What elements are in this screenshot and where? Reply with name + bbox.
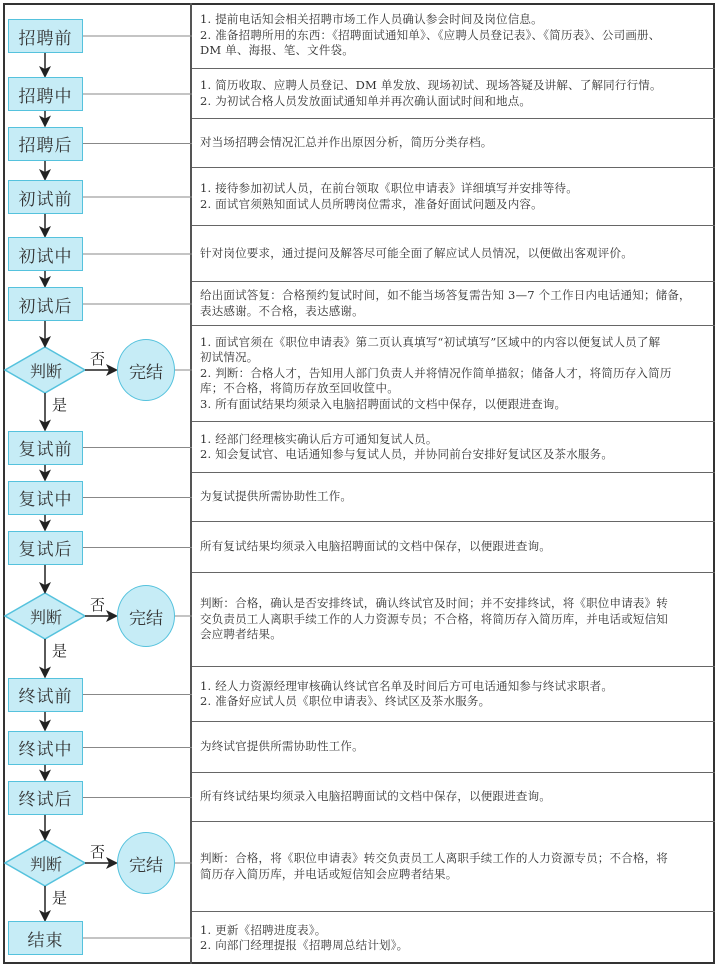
yes-label: 是 <box>52 642 68 660</box>
description-line: 2. 准备招聘所用的东西：《招聘面试通知单》、《应聘人员登记表》、《简历表》、公司画册、 <box>200 27 661 42</box>
step-description-row <box>192 282 715 326</box>
process-step-7[interactable]: 复试中 <box>8 481 83 515</box>
yes-label: 是 <box>52 396 68 414</box>
decision-node-2[interactable] <box>6 840 86 886</box>
description-text <box>200 181 578 212</box>
description-line: 1. 简历收取、应聘人员登记、DM 单发放、现场初试、现场答疑及讲解、了解同行行情。 <box>200 78 662 92</box>
decision-label: 判断 <box>29 854 62 874</box>
step-description-row <box>192 667 715 722</box>
description-line: 所有复试结果均须录入电脑招聘面试的文档中保存，以便跟进查询。 <box>200 539 551 554</box>
description-line: 所有终试结果均须录入电脑招聘面试的文档中保存，以便跟进查询。 <box>200 789 551 804</box>
step-description-row <box>192 3 715 69</box>
description-text <box>200 12 660 59</box>
process-step-1[interactable]: 招聘中 <box>8 77 83 111</box>
end-node-1[interactable]: 完结 <box>117 585 175 647</box>
step-description-row <box>192 522 715 573</box>
step-description-row <box>192 773 715 822</box>
description-line: 交负责员工人离职手续工作的人力资源专员；不合格，将简历存入简历库，并电话或短信知 <box>200 611 668 626</box>
description-text <box>200 335 672 413</box>
description-text <box>200 78 662 109</box>
process-step-6[interactable]: 复试前 <box>8 431 83 465</box>
step-description-row <box>192 168 715 226</box>
description-line: DM 单、海报、笔、文件袋。 <box>200 43 354 58</box>
description-line: 判断：合格，将《职位申请表》转交负责员工人离职手续工作的人力资源专员；不合格，将 <box>200 851 668 865</box>
description-line: 1. 更新《招聘进度表》。 <box>200 922 327 937</box>
description-line: 2. 知会复试官、电话通知参与复试人员，并协同前台安排好复试区及茶水服务。 <box>200 447 614 461</box>
description-line: 为复试提供所需协助性工作。 <box>200 489 353 504</box>
description-line: 针对岗位要求，通过提问及解答尽可能全面了解应试人员情况，以便做出客观评价。 <box>200 245 633 260</box>
description-text <box>200 789 551 805</box>
no-label: 否 <box>90 596 106 614</box>
decision-label: 判断 <box>29 607 62 627</box>
process-step-8[interactable]: 复试后 <box>8 531 83 565</box>
description-line: 2. 面试官须熟知面试人员所聘岗位需求，准备好面试问题及内容。 <box>200 196 543 211</box>
step-description-row <box>192 422 715 473</box>
process-step-0[interactable]: 招聘前 <box>8 19 83 53</box>
description-line: 库；不合格，将简历存放至回收筐中。 <box>200 381 399 396</box>
yes-label: 是 <box>52 889 68 907</box>
description-text <box>200 135 493 151</box>
decision-node-1[interactable] <box>6 593 86 639</box>
description-line: 初试情况。 <box>200 350 259 365</box>
decision-node-0[interactable] <box>6 347 86 393</box>
description-line: 1. 面试官须在《职位申请表》第二页认真填写“初试填写”区域中的内容以便复试人员了解 <box>200 334 661 349</box>
process-step-10[interactable]: 终试中 <box>8 731 83 765</box>
description-line: 1. 提前电话知会相关招聘市场工作人员确认参会时间及岗位信息。 <box>200 12 543 27</box>
description-text <box>200 679 613 710</box>
no-label: 否 <box>90 350 106 368</box>
description-line: 1. 经人力资源经理审核确认终试官名单及时间后方可电话通知参与终试求职者。 <box>200 678 614 693</box>
step-description-row <box>192 722 715 773</box>
step-description-row <box>192 226 715 282</box>
description-line: 2. 判断：合格人才，告知用人部门负责人并将情况作简单描叙；储备人才，将简历存入简历 <box>200 365 672 380</box>
description-text <box>200 539 551 555</box>
description-text <box>200 246 633 262</box>
process-step-4[interactable]: 初试中 <box>8 237 83 271</box>
process-step-11[interactable]: 终试后 <box>8 781 83 815</box>
decision-description-row <box>192 326 715 422</box>
description-line: 判断：合格，确认是否安排终试，确认终试官及时间；并不安排终试，将《职位申请表》转 <box>200 596 668 611</box>
decision-description-row <box>192 822 715 912</box>
process-step-5[interactable]: 初试后 <box>8 287 83 321</box>
description-line: 1. 接待参加初试人员，在前台领取《职位申请表》详细填写并安排等待。 <box>200 181 578 195</box>
decision-label: 判断 <box>29 361 62 381</box>
end-node-0[interactable]: 完结 <box>117 339 175 401</box>
description-line: 给出面试答复：合格预约复试时间，如不能当场答复需告知 3—7 个工作日内电话通知；储备， <box>200 288 691 302</box>
description-line: 表达感谢。不合格，表达感谢。 <box>200 303 364 318</box>
step-description-row <box>192 69 715 119</box>
process-step-3[interactable]: 初试前 <box>8 180 83 214</box>
decision-description-row <box>192 573 715 667</box>
description-text <box>200 596 668 643</box>
no-label: 否 <box>90 843 106 861</box>
description-text <box>200 923 408 954</box>
description-line: 对当场招聘会情况汇总并作出原因分析，简历分类存档。 <box>200 135 493 150</box>
description-text <box>200 739 364 755</box>
description-text <box>200 489 352 505</box>
description-line: 2. 准备好应试人员《职位申请表》、终试区及茶水服务。 <box>200 694 491 708</box>
process-step-9[interactable]: 终试前 <box>8 678 83 712</box>
process-step-12[interactable]: 结束 <box>8 921 83 955</box>
description-line: 为终试官提供所需协助性工作。 <box>200 739 364 754</box>
description-line: 会应聘者结果。 <box>200 627 282 642</box>
description-text <box>200 851 668 882</box>
description-line: 3. 所有面试结果均须录入电脑招聘面试的文档中保存，以便跟进查询。 <box>200 396 567 411</box>
process-step-2[interactable]: 招聘后 <box>8 127 83 161</box>
step-description-row <box>192 473 715 522</box>
description-line: 简历存入简历库，并电话或短信知会应聘者结果。 <box>200 866 458 881</box>
description-line: 2. 为初试合格人员发放面试通知单并再次确认面试时间和地点。 <box>200 93 532 108</box>
step-description-row <box>192 912 715 964</box>
description-line: 1. 经部门经理核实确认后方可通知复试人员。 <box>200 431 438 446</box>
description-text <box>200 288 691 319</box>
description-text <box>200 432 613 463</box>
description-line: 2. 向部门经理提报《招聘周总结计划》。 <box>200 938 409 952</box>
end-node-2[interactable]: 完结 <box>117 832 175 894</box>
step-description-row <box>192 119 715 168</box>
